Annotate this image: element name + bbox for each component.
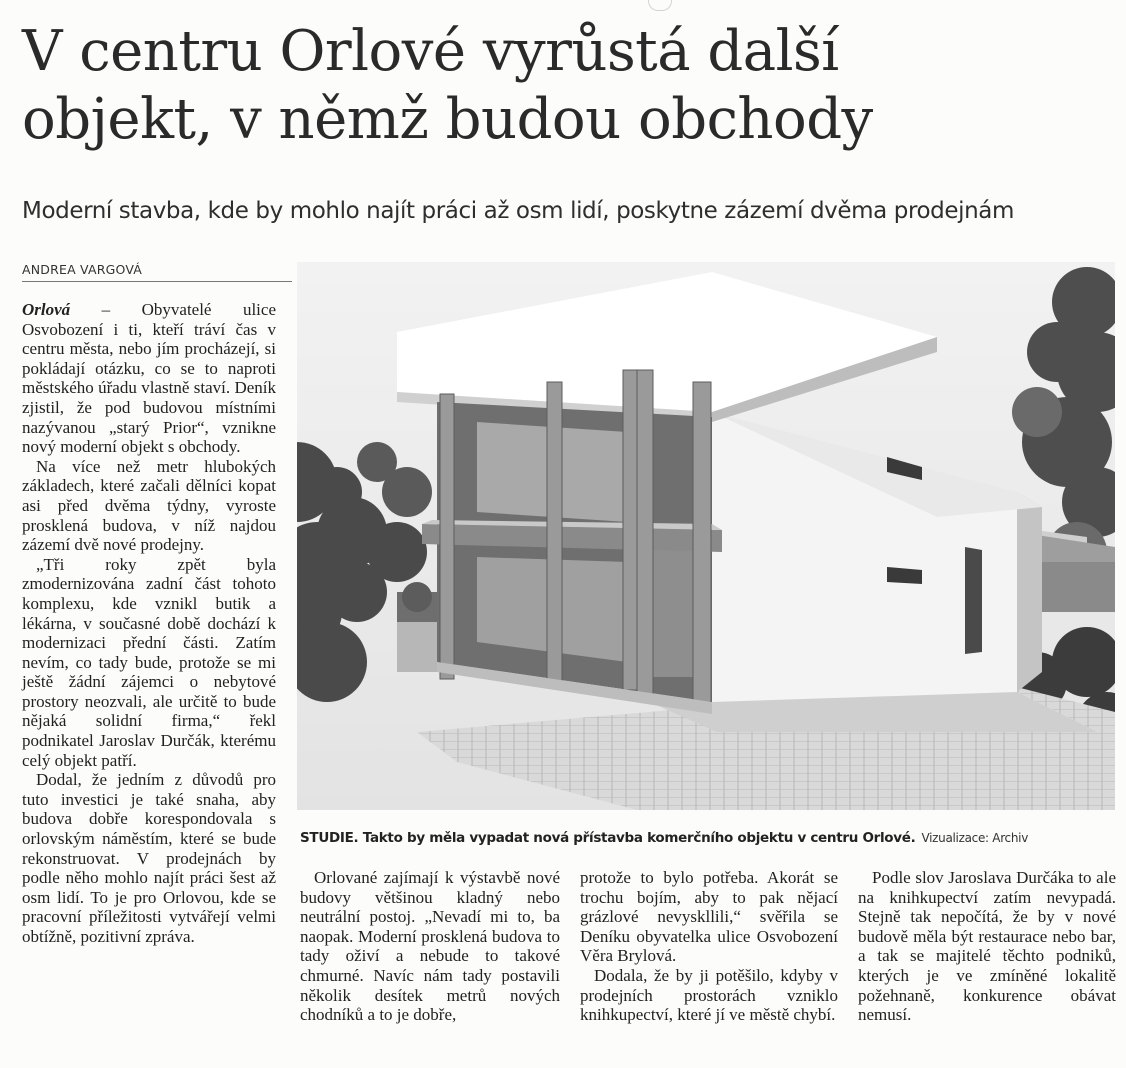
article-paragraph-8: Podle slov Jaroslava Durčáka to ale na knihkupectví zatím nevypadá. Stejně tak nepočítá, že by v nové budově měla být restaurace nebo bar, a tak se majitelé těchto podniků, kterých je ve zmíněné lokalitě požehnaně, konkurence obávat nemusí. xyxy=(858,868,1116,1025)
headline xyxy=(22,18,1112,154)
building-visualization-photo xyxy=(297,262,1115,810)
article-paragraph-2: Na více než metr hlubokých základech, které začali dělníci kopat asi před dvěma týdny, vyroste prosklená budova, v níž najdou zázemí dvě nové prodejny. xyxy=(22,456,276,555)
headline-line-1: V centru Orlové vyrůstá další xyxy=(22,19,839,84)
caption-text: STUDIE. Takto by měla vypadat nová přístavba komerčního objektu v centru Orlové. xyxy=(300,830,916,846)
building-illustration xyxy=(297,262,1115,810)
scan-artifact xyxy=(648,0,672,11)
article-column-3 xyxy=(580,868,838,1025)
article-paragraph-6: protože to bylo potřeba. Akorát se trochu bojím, aby to pak nějací grázlové nevyskllili,“ svěřila se Deníku obyvatelka ulice Osvobození Věra Brylová. xyxy=(580,868,838,966)
article-paragraph-7: Dodala, že by ji potěšilo, kdyby v prodejních prostorách vzniklo knihkupectví, které jí ve městě chybí. xyxy=(580,965,838,1025)
article-paragraph-1 xyxy=(22,300,276,457)
photo-caption xyxy=(300,830,1115,846)
article-column-4 xyxy=(858,868,1116,1025)
article-paragraph-3: „Tři roky zpět byla zmodernizována zadní část tohoto komplexu, kde vznikl butik a lékárna, v současné době dochází k modernizaci přední části. Zatím nevím, co tady bude, protože se mi ještě žádní zájemci o nebytové prostory neozvali, ale určitě to bude nějaká solidní firma,“ řekl podnikatel Jaroslav Durčák, kterému celý objekt patří. xyxy=(22,554,276,770)
lead-place: Orlová xyxy=(22,300,71,319)
headline-line-2: objekt, v němž budou obchody xyxy=(22,87,873,152)
article-paragraph-1-text: – Obyvatelé ulice Osvobození i ti, kteří tráví čas v centru města, nebo jím procházejí, si pokládají otázku, co se to naproti městského úřadu vlastně staví. Deník zjistil, že pod budovou místními nazývanou „starý Prior“, vznikne nový moderní objekt s obchody. xyxy=(22,300,276,457)
article-column-2 xyxy=(300,868,560,1025)
byline: ANDREA VARGOVÁ xyxy=(22,262,292,282)
caption-credit: Vizualizace: Archiv xyxy=(921,831,1028,845)
article-column-1 xyxy=(22,300,276,947)
article-paragraph-5: Orlované zajímají k výstavbě nové budovy většinou kladný nebo neutrální postoj. „Nevadí mi to, ba naopak. Moderní prosklená budova to tady oživí a nebude to takové chmurné. Navíc nám tady postavili několik desítek metrů nových chodníků a to je dobře, xyxy=(300,868,560,1025)
article-paragraph-4: Dodal, že jedním z důvodů pro tuto investici je také snaha, aby budova dobře korespondovala s orlovským náměstím, které se bude rekonstruovat. V prodejnách by podle něho mohlo najít práci šest až osm lidí. To je pro Orlovou, kde se pracovní příležitosti vytvářejí velmi obtížně, pozitivní zpráva. xyxy=(22,770,276,946)
subheadline: Moderní stavba, kde by mohlo najít práci až osm lidí, poskytne zázemí dvěma prodejnám xyxy=(22,198,1014,224)
